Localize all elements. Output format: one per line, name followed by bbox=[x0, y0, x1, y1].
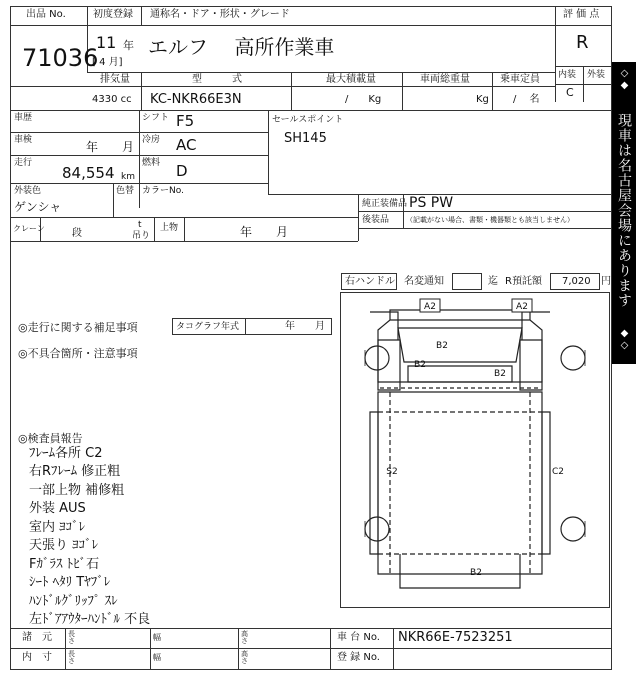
defects-label: ◎不具合箇所・注意事項 bbox=[18, 347, 138, 360]
damage-mark: B2 bbox=[470, 568, 482, 578]
fuel-value: D bbox=[176, 162, 188, 180]
width-label: 幅 bbox=[153, 633, 161, 642]
banner-top-mark: ◇◆ bbox=[619, 68, 630, 92]
registration-year: 11 bbox=[96, 33, 117, 52]
ext-color-label: 外装色 bbox=[14, 186, 42, 196]
lot-no-label: 出品 No. bbox=[26, 9, 66, 20]
height-label: 高さ bbox=[241, 630, 248, 645]
aftermarket-label: 後装品 bbox=[362, 215, 390, 225]
banner-bottom-mark: ◆◇ bbox=[619, 328, 630, 352]
steering-value: 右ハンドル bbox=[345, 276, 395, 287]
displacement-label: 排気量 bbox=[100, 74, 130, 85]
upper-value: 年 月 bbox=[240, 225, 289, 239]
interior-height-label: 高さ bbox=[241, 650, 248, 665]
inspection-value: 年 月 bbox=[86, 140, 135, 154]
chassis-no: NKR66E-7523251 bbox=[398, 630, 513, 645]
mileage-value: 84,554 bbox=[62, 164, 115, 182]
report-line: 右Rﾌﾚｰﾑ 修正粗 bbox=[29, 464, 121, 479]
driving-notes-label: ◎走行に関する補足事項 bbox=[18, 321, 138, 334]
deadline-label: 迄 bbox=[488, 276, 498, 287]
r-deposit-unit: 円 bbox=[601, 276, 611, 287]
exterior-label: 外装 bbox=[587, 70, 606, 80]
damage-mark: A2 bbox=[516, 302, 528, 312]
report-line: 外装 AUS bbox=[29, 501, 86, 516]
mileage-label: 走行 bbox=[14, 158, 33, 168]
r-deposit-label: R預託額 bbox=[505, 276, 542, 287]
damage-mark: B2 bbox=[414, 360, 426, 370]
rating-grade: R bbox=[576, 32, 589, 53]
shift-value: F5 bbox=[176, 112, 195, 130]
equipment-label: 純正装備品 bbox=[362, 199, 408, 209]
lot-number: 71036 bbox=[22, 44, 99, 72]
crane-ton: t bbox=[138, 220, 142, 230]
equipment-value: PS PW bbox=[409, 195, 454, 211]
color-change-label: 色替 bbox=[116, 186, 135, 196]
report-line: 室内 ﾖｺﾞﾚ bbox=[29, 520, 86, 535]
upper-label: 上物 bbox=[160, 223, 179, 233]
displacement-value: 4330 cc bbox=[92, 94, 132, 105]
name-change-label: 名変通知 bbox=[404, 276, 444, 287]
crane-label: クレーン bbox=[13, 224, 45, 233]
aircon-label: 冷房 bbox=[142, 135, 161, 145]
banner-text: 現車は名古屋会場にあります bbox=[616, 112, 632, 308]
report-line: ﾊﾝﾄﾞﾙｸﾞﾘｯﾌﾟ ｽﾚ bbox=[29, 594, 118, 609]
inspection-label: 車検 bbox=[14, 135, 33, 145]
report-line: ﾌﾚｰﾑ各所 C2 bbox=[29, 446, 103, 461]
tacho-value: 年 月 bbox=[285, 321, 325, 332]
color-code-label: カラーNo. bbox=[142, 186, 184, 196]
location-banner bbox=[612, 62, 636, 364]
damage-mark: A2 bbox=[424, 302, 436, 312]
report-line: 一部上物 補修粗 bbox=[29, 483, 125, 498]
interior-dims-label: 内 寸 bbox=[22, 652, 52, 663]
gross-weight-unit: Kg bbox=[476, 94, 489, 105]
damage-mark: S2 bbox=[386, 467, 398, 477]
aircon-value: AC bbox=[176, 136, 197, 154]
report-line: 左ﾄﾞｱｱｳﾀｰﾊﾝﾄﾞﾙ 不良 bbox=[29, 612, 151, 627]
inspector-report-label: ◎検査員報告 bbox=[18, 432, 83, 445]
reg-no-label: 登 録 No. bbox=[337, 652, 380, 663]
crane-hang: 吊り bbox=[132, 231, 151, 241]
gross-weight-label: 車両総重量 bbox=[420, 74, 470, 85]
max-load-label: 最大積載量 bbox=[326, 74, 376, 85]
damage-mark: B2 bbox=[494, 369, 506, 379]
report-line: 天張り ﾖｺﾞﾚ bbox=[29, 538, 99, 553]
sales-point: SH145 bbox=[284, 131, 327, 146]
damage-mark: B2 bbox=[436, 341, 448, 351]
interior-grade: C bbox=[566, 86, 574, 99]
report-line: Fｶﾞﾗｽ ﾄﾋﾞ石 bbox=[29, 557, 100, 572]
report-line: ｼｰﾄ ﾍﾀﾘ Tﾔﾌﾞﾚ bbox=[29, 575, 111, 590]
interior-label: 内装 bbox=[558, 70, 577, 80]
history-label: 車歴 bbox=[14, 113, 33, 123]
model-name: エルフ 高所作業車 bbox=[148, 35, 335, 59]
dimensions-label: 諸 元 bbox=[22, 632, 52, 643]
capacity-label: 乗車定員 bbox=[500, 74, 540, 85]
truck-damage-diagram bbox=[340, 292, 610, 608]
crane-stage: 段 bbox=[72, 228, 82, 239]
tacho-label: タコグラフ年式 bbox=[176, 322, 240, 332]
fuel-label: 燃料 bbox=[142, 158, 161, 168]
r-deposit-amount: 7,020 bbox=[562, 276, 591, 287]
model-name-label: 通称名・ドア・形状・グレード bbox=[150, 9, 290, 20]
capacity-unit: / 名 bbox=[513, 94, 540, 105]
interior-length-label: 長さ bbox=[68, 650, 75, 665]
registration-month: [ 4 月] bbox=[92, 57, 123, 68]
shift-label: シフト bbox=[142, 113, 170, 123]
damage-mark: C2 bbox=[551, 467, 565, 477]
chassis-no-label: 車 台 No. bbox=[337, 632, 380, 643]
ext-color-value: ゲンシャ bbox=[14, 200, 62, 214]
name-change-box bbox=[452, 273, 482, 290]
rating-label: 評 価 点 bbox=[563, 9, 600, 20]
first-registration-label: 初度登録 bbox=[93, 9, 133, 20]
model-code-label: 型 式 bbox=[192, 74, 242, 85]
registration-year-unit: 年 bbox=[123, 39, 134, 52]
mileage-unit: km bbox=[121, 172, 135, 182]
model-code: KC-NKR66E3N bbox=[150, 92, 242, 107]
max-load-unit: / Kg bbox=[345, 94, 382, 105]
sales-points-label: セールスポイント bbox=[272, 115, 344, 125]
length-label: 長さ bbox=[68, 630, 75, 645]
aftermarket-note: （記載がない場合、書類・機器類とも該当しません） bbox=[406, 216, 574, 224]
interior-width-label: 幅 bbox=[153, 653, 161, 662]
